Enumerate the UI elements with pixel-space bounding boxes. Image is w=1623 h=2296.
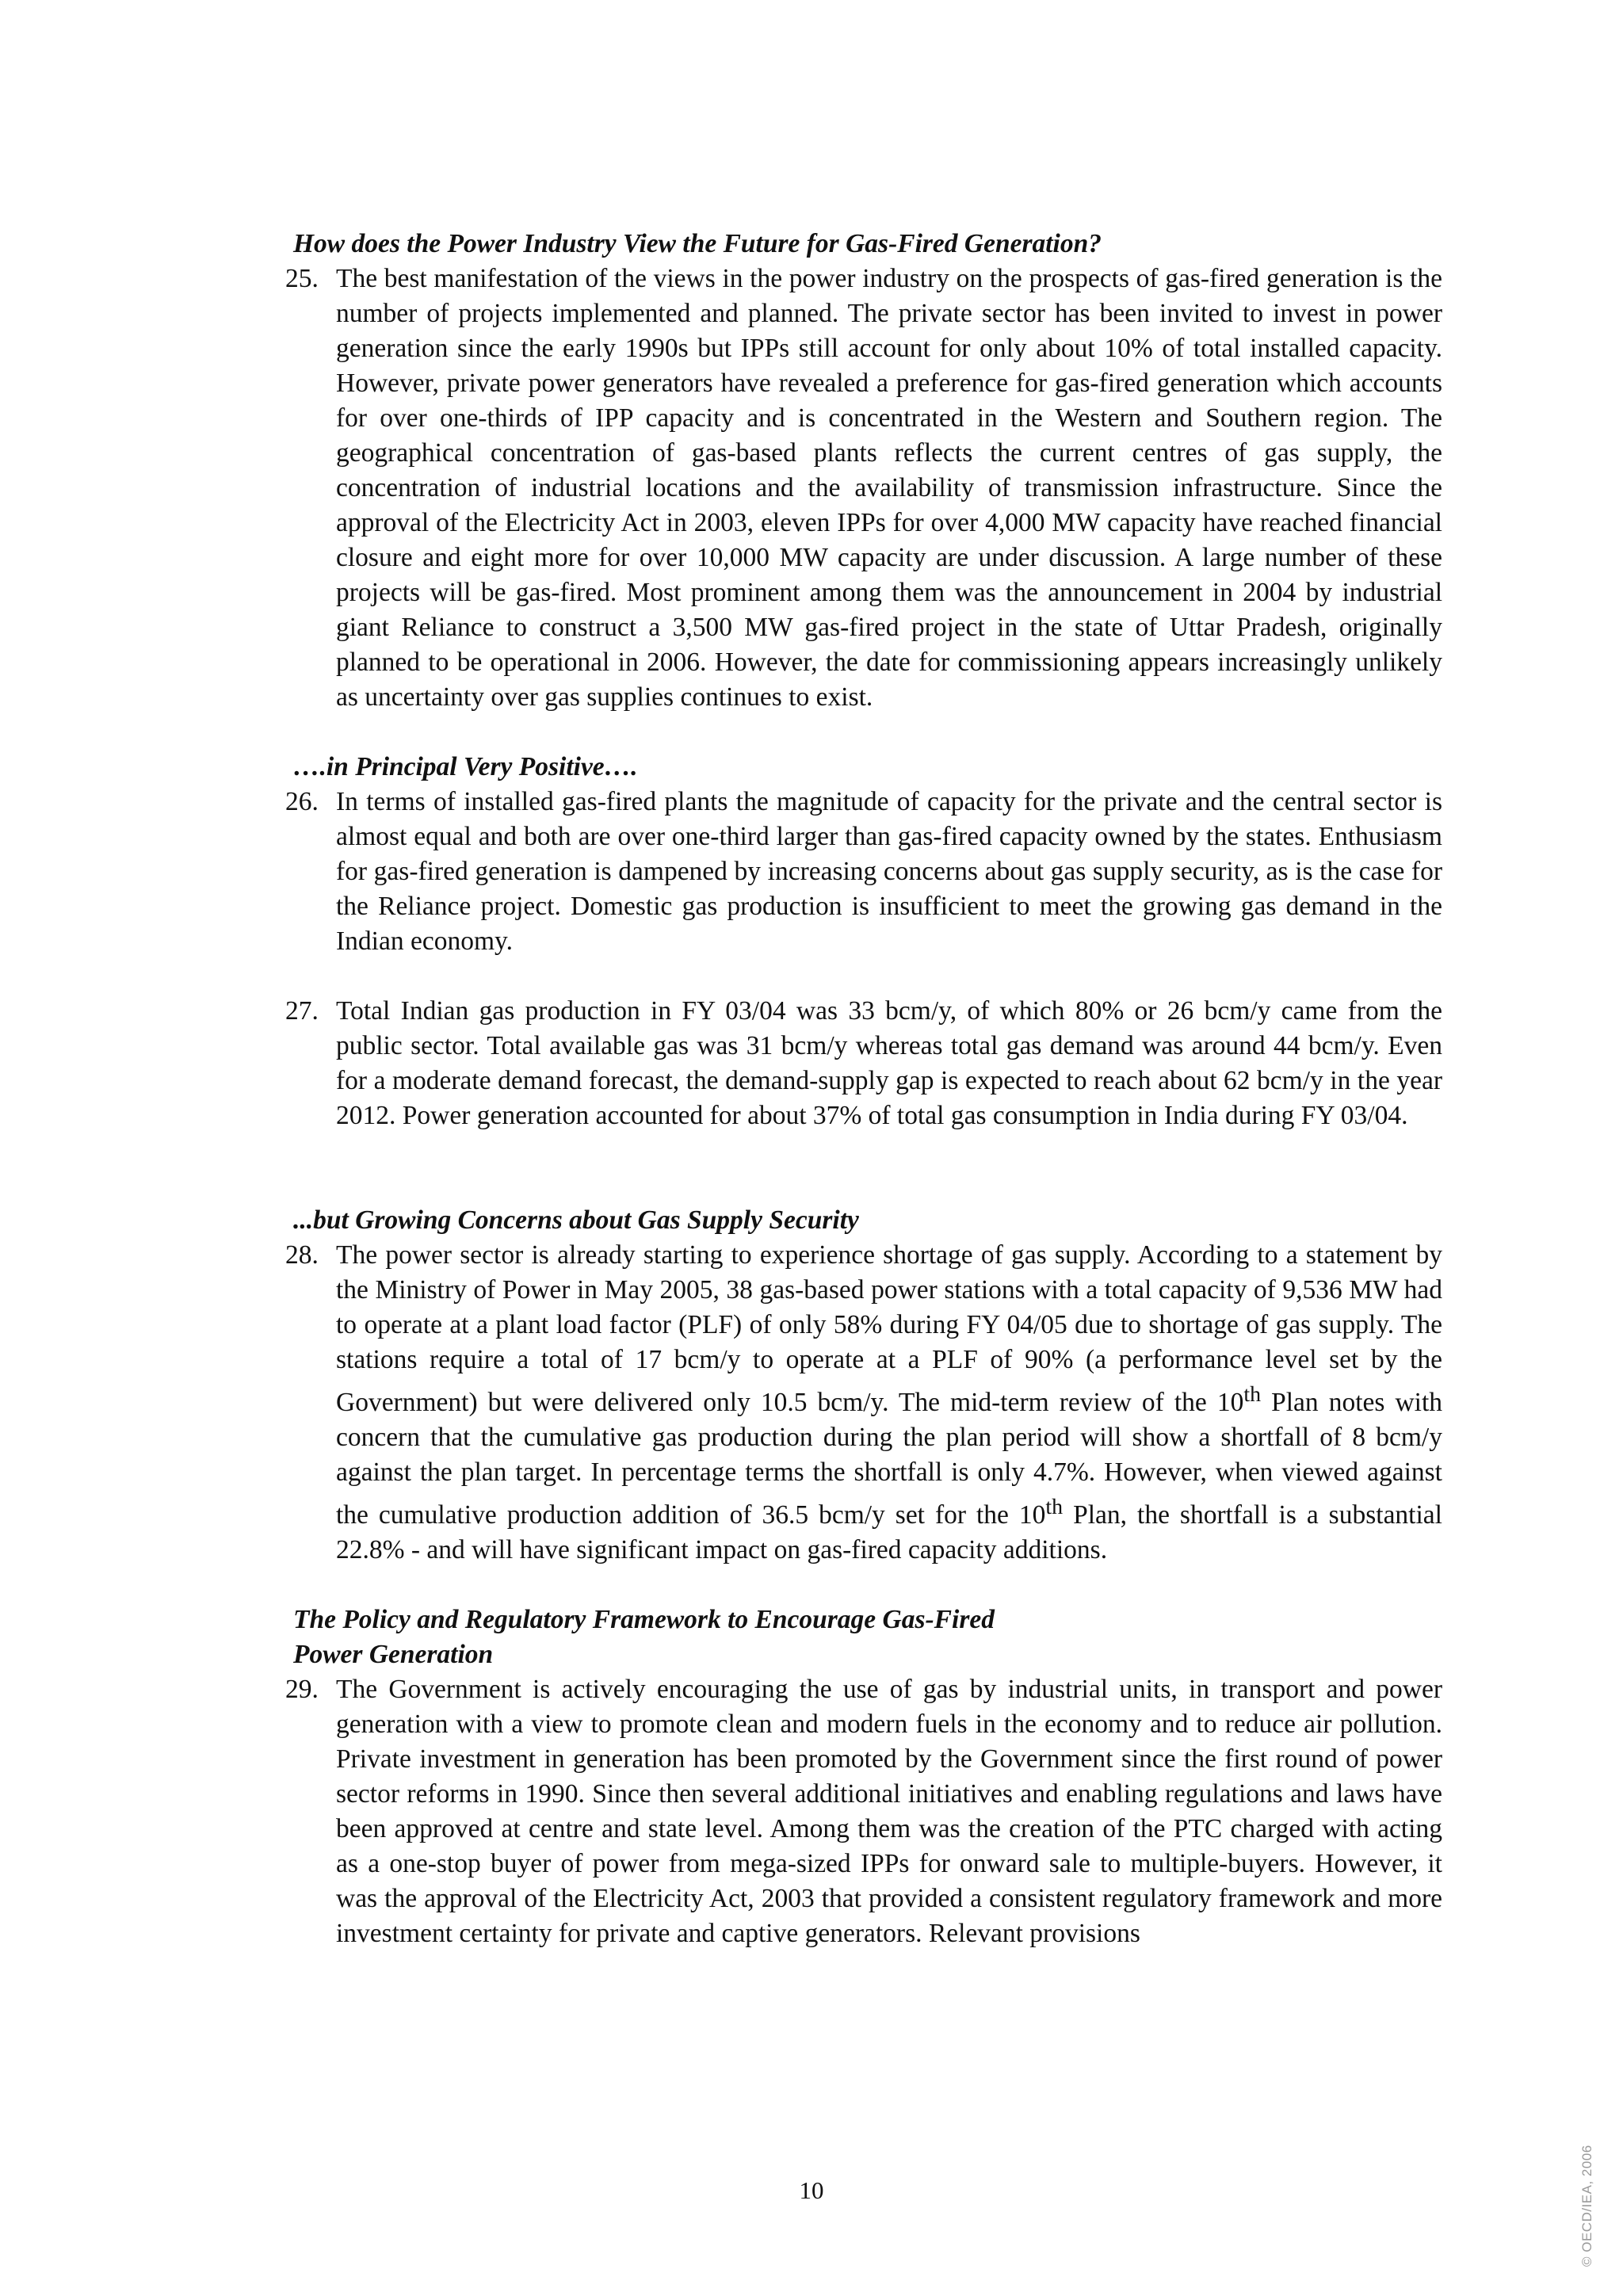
section-heading-gas-supply-security: ...but Growing Concerns about Gas Supply Security: [293, 1205, 859, 1235]
section-heading-policy-framework: [285, 1603, 1442, 1672]
paragraph-text-part: Plan, the shortfall is a substantial 22.8% - and will have significant impact on gas-fired capacity additions.: [336, 1500, 1442, 1565]
paragraph-number: 28.: [285, 1240, 319, 1270]
superscript-th: th: [1243, 1382, 1262, 1407]
page-content: [285, 227, 1442, 1951]
paragraph-text: The best manifestation of the views in the power industry on the prospects of gas-fired generation is the number of projects implemented and planned. The private sector has been invited to invest in power generation since the early 1990s but IPPs still account for only about 10% of total installed capacity. However, private power generators have revealed a preference for gas-fired generation which accounts for over one-thirds of IPP capacity and is concentrated in the Western and Southern region. The geographical concentration of gas-based plants reflects the current centres of gas supply, the concentration of industrial locations and the availability of transmission infrastructure. Since the approval of the Electricity Act in 2003, eleven IPPs for over 4,000 MW capacity have reached financial closure and eight more for over 10,000 MW capacity are under discussion. A large number of these projects will be gas-fired. Most prominent among them was the announcement in 2004 by industrial giant Reliance to construct a 3,500 MW gas-fired project in the state of Uttar Pradesh, originally planned to be operational in 2006. However, the date for commissioning appears increasingly unlikely as uncertainty over gas supplies continues to exist.: [336, 264, 1442, 712]
copyright-notice: © OECD/IEA, 2006: [1579, 2145, 1594, 2267]
paragraph-text: [336, 1238, 1442, 1568]
paragraph-26: [285, 785, 1442, 959]
heading-line: Power Generation: [293, 1640, 494, 1670]
heading-line: The Policy and Regulatory Framework to Encourage Gas-Fired: [293, 1605, 995, 1635]
paragraph-text-part: The power sector is already starting to experience shortage of gas supply. According to a statement by the Ministry of Power in May 2005, 38 gas-based power stations with a total capacity of 9,536 MW had to operate at a plant load factor (PLF) of only 58% during FY 04/05 due to shortage of gas supply. The stations require a total of 17 bcm/y to operate at a PLF of 90% (a performance level set by the Government) but were delivered only 10.5 bcm/y. The mid-term review of the 10: [336, 1240, 1442, 1418]
paragraph-number: 25.: [285, 264, 319, 293]
superscript-th: th: [1045, 1495, 1064, 1520]
section-heading-principal-positive: ….in Principal Very Positive….: [293, 752, 638, 781]
paragraph-27: [285, 994, 1442, 1133]
paragraph-number: 27.: [285, 996, 319, 1026]
paragraph-25: [285, 262, 1442, 715]
paragraph-number: 29.: [285, 1675, 319, 1705]
section-heading-gas-fired-future: How does the Power Industry View the Future for Gas-Fired Generation?: [293, 229, 1102, 258]
paragraph-28: [285, 1238, 1442, 1568]
paragraph-number: 26.: [285, 787, 319, 816]
paragraph-29: [285, 1672, 1442, 1951]
paragraph-text-part: Plan notes with concern that the cumulative gas production during the plan period will show a shortfall of 8 bcm/y against the plan target. In percentage terms the shortfall is only 4.7%. However, when viewed against the cumulative production addition of 36.5 bcm/y set for the 10: [336, 1388, 1443, 1530]
page-number: 10: [799, 2176, 824, 2204]
paragraph-text: The Government is actively encouraging the use of gas by industrial units, in transport and power generation with a view to promote clean and modern fuels in the economy and to reduce air pollution. Private investment in generation has been promoted by the Government since the first round of power sector reforms in 1990. Since then several additional initiatives and enabling regulations and laws have been approved at centre and state level. Among them was the creation of the PTC charged with acting as a one-stop buyer of power from mega-sized IPPs for onward sale to multiple-buyers. However, it was the approval of the Electricity Act, 2003 that provided a consistent regulatory framework and more investment certainty for private and captive generators. Relevant provisions: [336, 1675, 1442, 1949]
paragraph-text: Total Indian gas production in FY 03/04 was 33 bcm/y, of which 80% or 26 bcm/y came from the public sector. Total available gas was 31 bcm/y whereas total gas demand was around 44 bcm/y. Even for a moderate demand forecast, the demand-supply gap is expected to reach about 62 bcm/y in the year 2012. Power generation accounted for about 37% of total gas consumption in India during FY 03/04.: [336, 996, 1442, 1130]
paragraph-text: In terms of installed gas-fired plants the magnitude of capacity for the private and the central sector is almost equal and both are over one-third larger than gas-fired capacity owned by the states. Enthusiasm for gas-fired generation is dampened by increasing concerns about gas supply security, as is the case for the Reliance project. Domestic gas production is insufficient to meet the growing gas demand in the Indian economy.: [336, 787, 1442, 956]
